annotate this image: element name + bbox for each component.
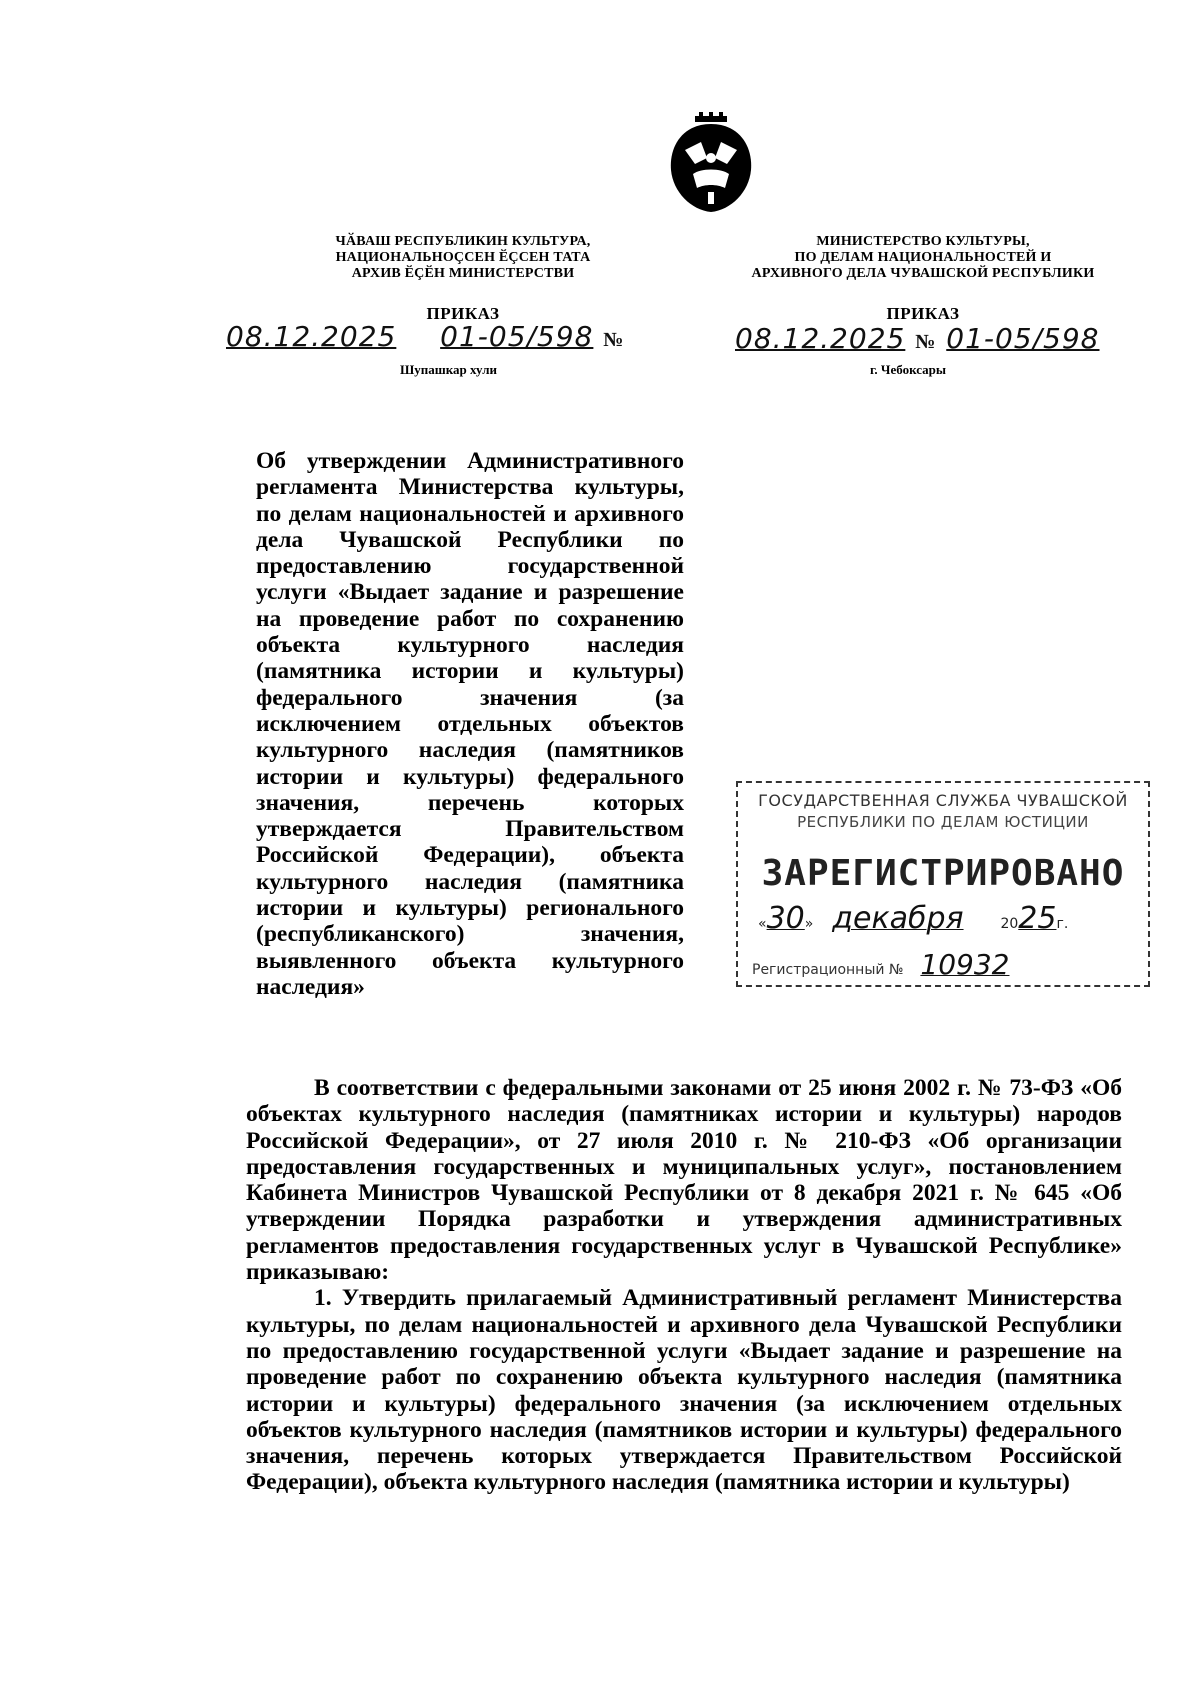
org-name-chuvash bbox=[248, 234, 678, 282]
place-name-russian: г. Чебоксары bbox=[870, 362, 947, 377]
doc-type-label: ПРИКАЗ bbox=[426, 304, 500, 323]
org-line: МИНИСТЕРСТВО КУЛЬТУРЫ, bbox=[816, 234, 1030, 249]
body-paragraph: 1. Утвердить прилагаемый Административный регламент Министерства культуры, по делам национальностей и архивного дела Чувашской Республики по предоставлению государственной услуги «Выдает задание и разрешение на проведение работ по сохранению объекта культурного наследия (памятника истории и культуры) федерального значения (за исключением отдельных объектов культурного наследия (памятников истории и культуры) федерального значения, перечень которых утверждается Правительством Российской Федерации), объекта культурного наследия (памятника истории и культуры) bbox=[246, 1285, 1122, 1496]
stamp-month: декабря bbox=[832, 901, 964, 936]
order-date-number-right bbox=[735, 322, 1100, 355]
doc-type-label: ПРИКАЗ bbox=[886, 304, 960, 323]
stamp-date bbox=[758, 901, 1068, 936]
handwritten-date: 08.12.2025 bbox=[226, 320, 397, 353]
stamp-reg-label: Регистрационный № bbox=[752, 962, 904, 978]
body-paragraph: В соответствии с федеральными законами от 25 июня 2002 г. № 73-ФЗ «Об объектах культурного наследия (памятниках истории и культуры) народов Российской Федерации», от 27 июля 2010 г. № 210-ФЗ «Об организации предоставления государственных и муниципальных услуг», постановлением Кабинета Министров Чувашской Республики от 8 декабря 2021 г. № 645 «Об утверждении Порядка разработки и утверждения административных регламентов предоставления государственных услуг в Чувашской Республике» приказываю: bbox=[246, 1075, 1122, 1286]
handwritten-date: 08.12.2025 bbox=[735, 322, 906, 355]
handwritten-number: 01-05/598 bbox=[440, 320, 594, 353]
stamp-authority-line-1: ГОСУДАРСТВЕННАЯ СЛУЖБА ЧУВАШСКОЙ bbox=[758, 791, 1128, 810]
handwritten-number: 01-05/598 bbox=[946, 322, 1100, 355]
stamp-authority-line-2: РЕСПУБЛИКИ ПО ДЕЛАМ ЮСТИЦИИ bbox=[797, 813, 1089, 831]
stamp-reg-number: 10932 bbox=[920, 948, 1010, 981]
stamp-year-suffix: 25 bbox=[1018, 901, 1057, 936]
org-line: ПО ДЕЛАМ НАЦИОНАЛЬНОСТЕЙ И bbox=[794, 250, 1052, 265]
org-line: ЧӐВАШ РЕСПУБЛИКИН КУЛЬТУРА, bbox=[335, 234, 591, 249]
registration-stamp bbox=[736, 781, 1150, 987]
chuvash-republic-emblem-icon bbox=[665, 112, 757, 214]
org-name-russian bbox=[718, 234, 1128, 282]
document-body bbox=[246, 1075, 1122, 1496]
stamp-quote-close: » bbox=[804, 916, 814, 932]
stamp-year-unit: г. bbox=[1056, 916, 1069, 932]
stamp-registration-number bbox=[752, 948, 1009, 981]
number-sign: № bbox=[915, 331, 937, 353]
org-line: АРХИВНОГО ДЕЛА ЧУВАШСКОЙ РЕСПУБЛИКИ bbox=[751, 266, 1095, 281]
stamp-day: 30 bbox=[766, 901, 805, 936]
org-line: НАЦИОНАЛЬНОÇСЕН ӖÇСЕН ТАТА bbox=[335, 250, 591, 265]
number-sign: № bbox=[603, 329, 625, 351]
header-left bbox=[248, 234, 678, 324]
org-line: АРХИВ ӖÇӖН МИНИСТЕРСТВИ bbox=[351, 266, 575, 281]
header-right bbox=[718, 234, 1128, 324]
stamp-status: ЗАРЕГИСТРИРОВАНО bbox=[761, 853, 1125, 894]
document-title: Об утверждении Административного регламента Министерства культуры, по делам национальностей и архивного дела Чувашской Республики по предоставлению государственной услуги «Выдает задание и разрешение на проведение работ по сохранению объекта культурного наследия (памятника истории и культуры) федерального значения (за исключением отдельных объектов культурного наследия (памятников истории и культуры) федерального значения, перечень которых утверждается Правительством Российской Федерации), объекта культурного наследия (памятника истории и культуры) регионального (республиканского) значения, выявленного объекта культурного наследия» bbox=[256, 448, 684, 1000]
order-date-number-left bbox=[226, 320, 624, 353]
stamp-quote-open: « bbox=[758, 916, 767, 932]
stamp-year-prefix: 20 bbox=[1000, 916, 1019, 932]
place-name-chuvash: Шупашкар хули bbox=[400, 362, 497, 377]
